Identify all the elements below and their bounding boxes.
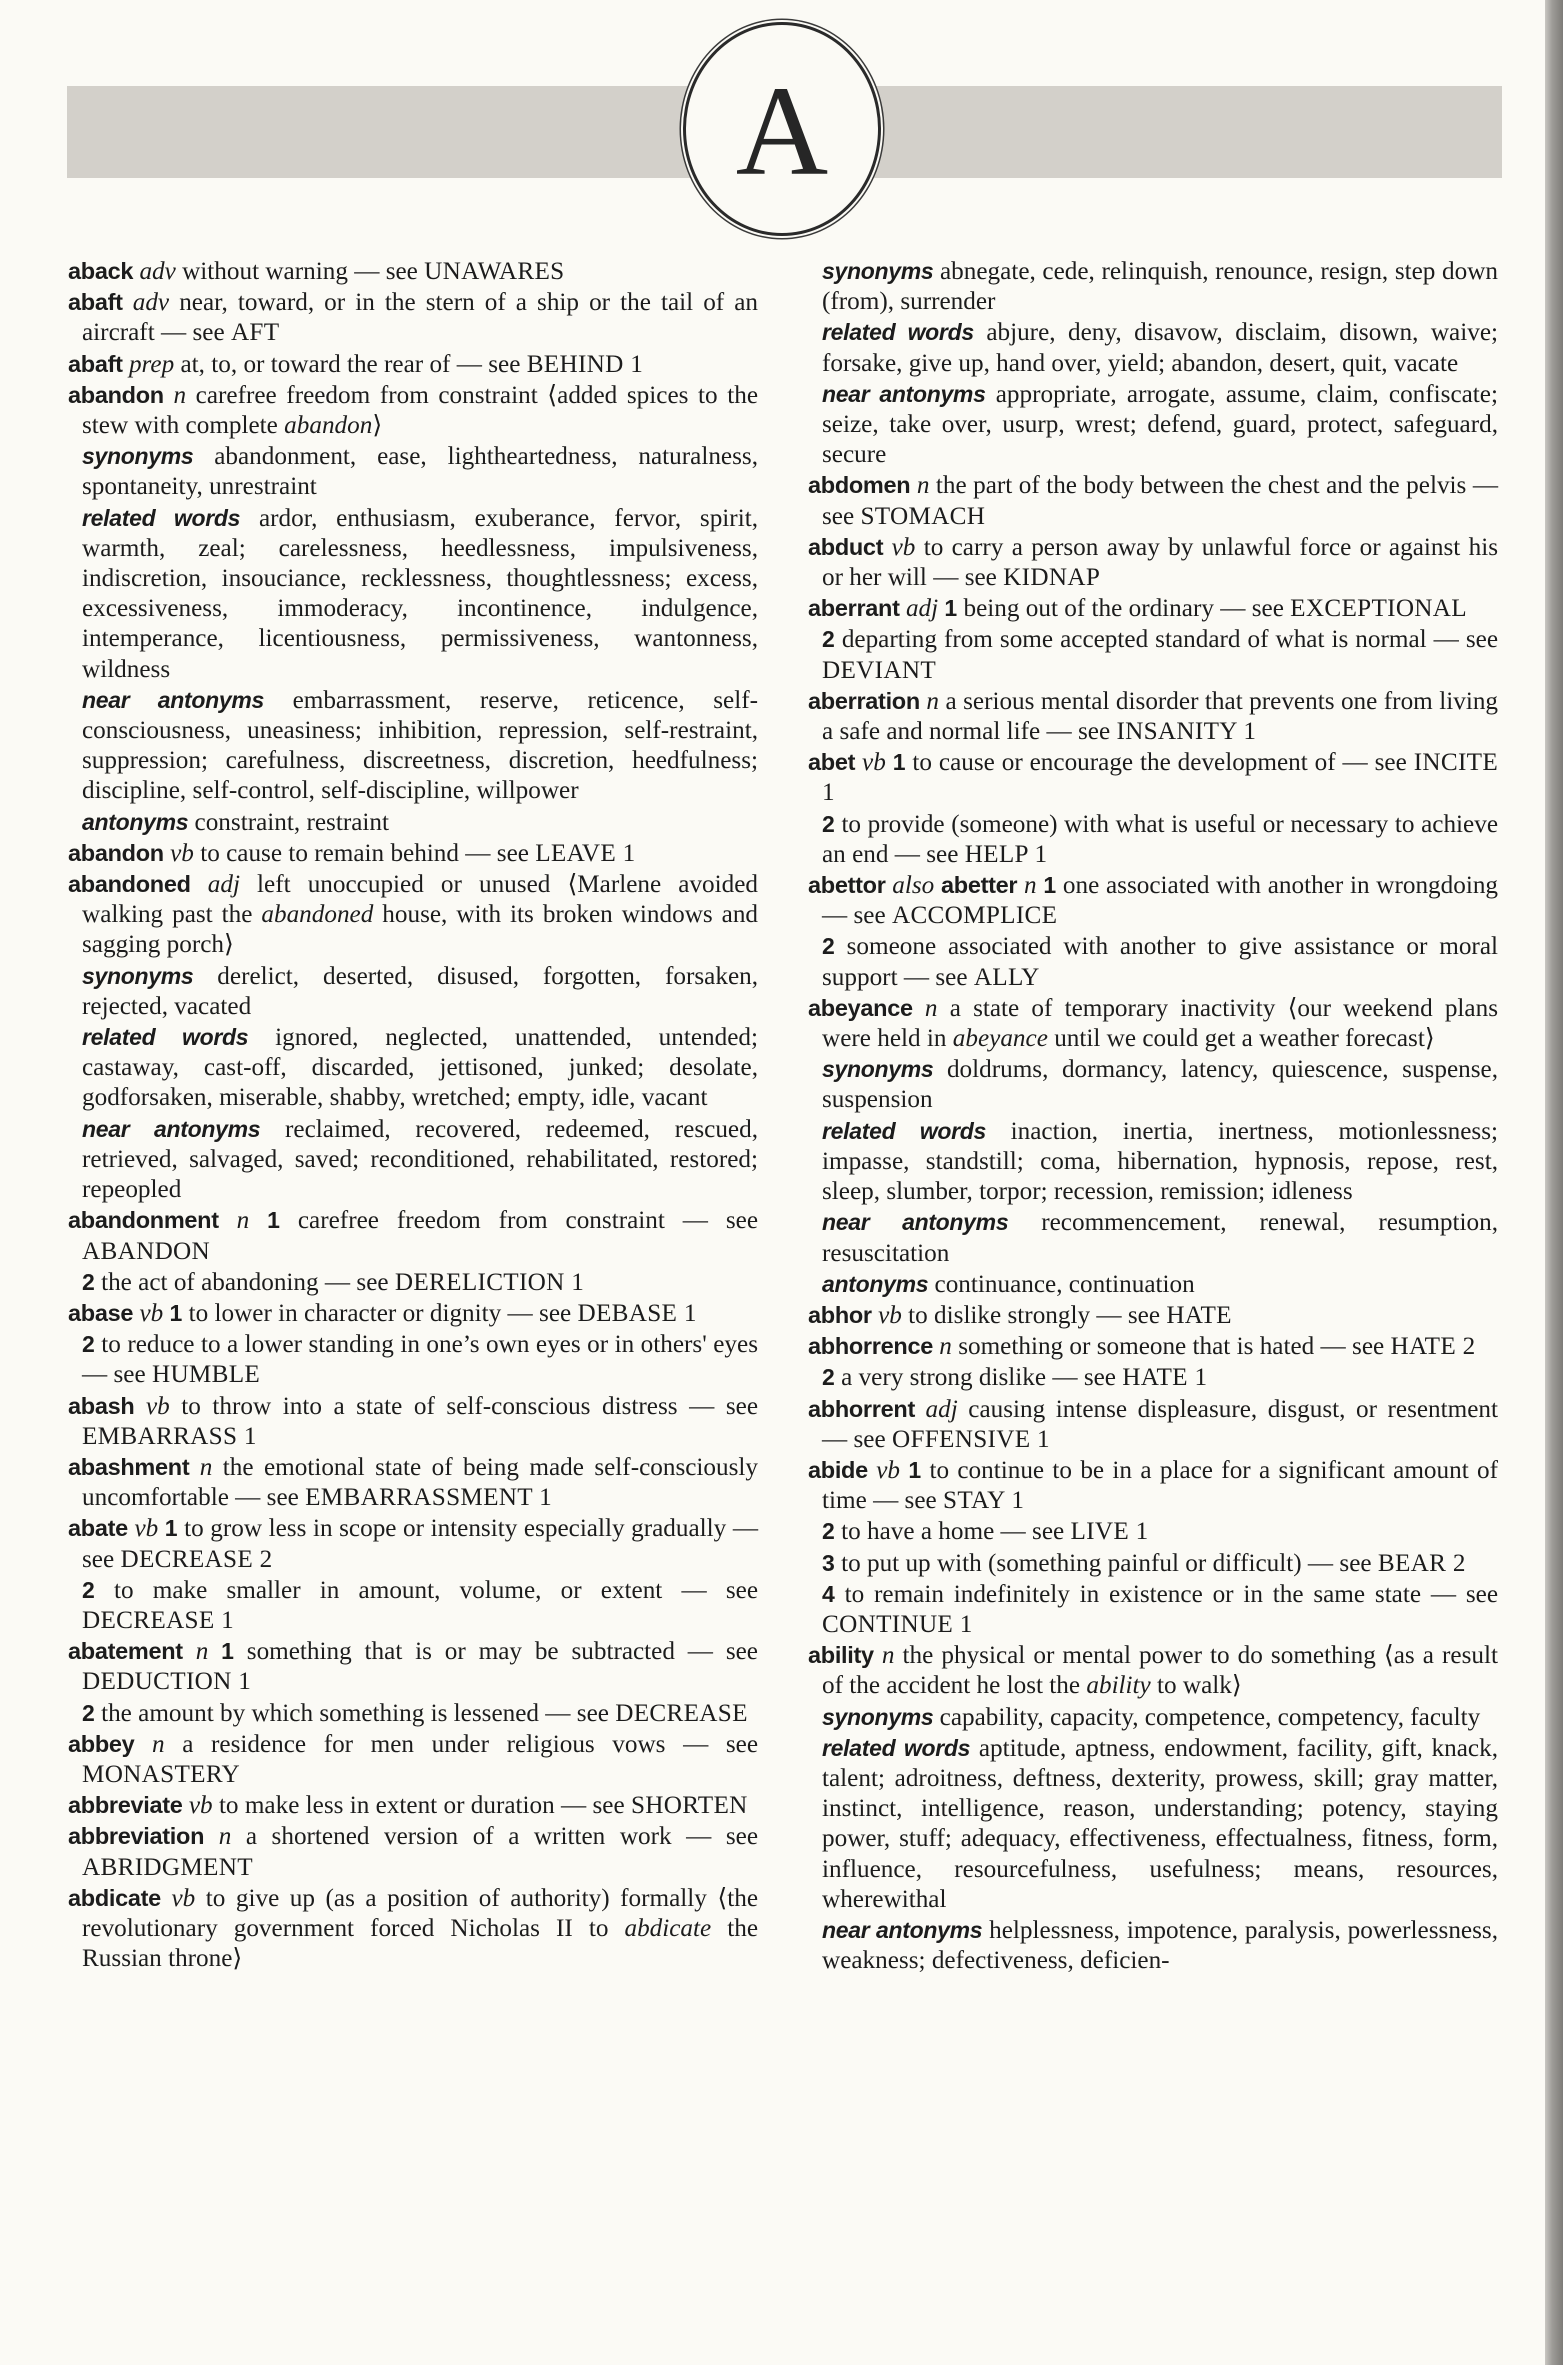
entry-subsection [808, 1915, 1498, 1976]
headword: abandon [68, 839, 164, 866]
definition-text: the emotional state of being made self-consciously uncomfortable — see [82, 1453, 759, 1512]
section-label: antonyms [822, 1270, 929, 1297]
entry-subsection [68, 961, 758, 1022]
part-of-speech: n [152, 1730, 165, 1758]
dictionary-entry [808, 1300, 1498, 1331]
headword: abide [808, 1456, 868, 1483]
cross-reference[interactable]: HATE [1166, 1301, 1232, 1329]
part-of-speech: n [218, 1823, 232, 1851]
definition-text: abjure, deny, disavow, disclaim, disown, waive; forsake, give up, hand over, yield; abandon, desert, quit, vacate [822, 319, 1498, 377]
headword: abate [68, 1515, 128, 1542]
section-label: synonyms [82, 962, 194, 989]
headword: abetter [941, 872, 1018, 899]
part-of-speech: vb [876, 1456, 900, 1484]
part-of-speech: vb [188, 1792, 213, 1820]
definition-text: to carry a person away by unlawful force or against his or her will — see [822, 533, 1499, 592]
dictionary-entry [808, 593, 1498, 624]
cross-reference[interactable]: ABRIDGMENT [82, 1853, 253, 1881]
sense-number: 3 [822, 1549, 835, 1576]
definition-text: a serious mental disorder that prevents one from living a safe and normal life — see [822, 687, 1499, 746]
entry-subsection [808, 379, 1498, 471]
dictionary-entry [68, 380, 758, 441]
definition-text: house, with its broken windows and sagging porch⟩ [82, 901, 759, 959]
entry-subsection [808, 809, 1498, 870]
dictionary-entry [808, 532, 1498, 593]
dictionary-entry [808, 686, 1498, 747]
section-label: near antonyms [82, 686, 264, 713]
section-label: synonyms [822, 1703, 934, 1730]
definition-text: derelict, deserted, disused, forgotten, forsaken, rejected, vacated [82, 962, 759, 1020]
part-of-speech: vb [134, 1515, 159, 1543]
definition-text: a very strong dislike — see [841, 1364, 1116, 1392]
definition-text: the act of abandoning — see [101, 1268, 389, 1296]
sense-number: 1 [908, 1456, 922, 1483]
dictionary-entry [808, 747, 1498, 808]
definition-text: to put up with (something painful or difficult) — see [841, 1549, 1372, 1577]
entry-subsection [808, 1207, 1498, 1268]
entry-subsection [808, 1516, 1498, 1547]
cross-reference[interactable]: AFT [230, 319, 280, 347]
sense-number: 2 [822, 933, 835, 960]
entry-subsection [68, 1022, 758, 1114]
entry-subsection [68, 1329, 758, 1390]
headword: abhorrence [808, 1333, 933, 1360]
cross-reference[interactable]: STOMACH [860, 502, 986, 530]
headword: abashment [68, 1453, 190, 1480]
cross-reference[interactable]: STAY 1 [943, 1487, 1025, 1515]
definition-text: departing from some accepted standard of what is normal — see [841, 626, 1499, 654]
section-label: near antonyms [82, 1115, 261, 1142]
entry-subsection [68, 1698, 758, 1729]
cross-reference[interactable]: DECREASE [615, 1699, 748, 1727]
definition-text: to cause to remain behind — see [200, 839, 529, 867]
definition-text: abandonment, ease, lightheartedness, naturalness, spontaneity, unrestraint [82, 443, 758, 501]
entry-subsection [68, 1114, 758, 1206]
part-of-speech: n [916, 472, 930, 500]
cross-reference[interactable]: HUMBLE [151, 1361, 261, 1389]
example-italic: abandoned [261, 901, 374, 929]
sense-number: 1 [267, 1207, 280, 1234]
definition-text: being out of the ordinary — see [963, 595, 1284, 623]
definition-text: until we could get a weather forecast⟩ [1054, 1025, 1435, 1053]
entry-subsection [808, 1362, 1498, 1393]
entry-subsection [808, 1702, 1498, 1733]
sense-number: 2 [822, 626, 835, 653]
entry-subsection [68, 1267, 758, 1298]
definition-text: to continue to be in a place for a significant amount of time — see [822, 1456, 1499, 1515]
section-label: related words [82, 504, 241, 531]
sense-number: 2 [82, 1699, 95, 1726]
entry-subsection [808, 1054, 1498, 1115]
headword: abash [68, 1392, 135, 1419]
entry-subsection [68, 441, 758, 502]
dictionary-entry [68, 869, 758, 961]
cross-reference[interactable]: EMBARRASSMENT 1 [305, 1484, 552, 1512]
headword: abdomen [808, 472, 911, 499]
cross-reference[interactable]: HATE 2 [1390, 1333, 1476, 1361]
definition-text: to dislike strongly — see [908, 1301, 1161, 1329]
definition-text: at, to, or toward the rear of — see [180, 350, 521, 378]
definition-text: something that is or may be subtracted — see [246, 1638, 758, 1666]
section-label: synonyms [822, 258, 934, 284]
dictionary-entry [68, 838, 758, 869]
part-of-speech: adv [132, 289, 170, 317]
entry-subsection [808, 624, 1498, 685]
headword: abandonment [68, 1207, 219, 1234]
page-edge-shadow [1545, 0, 1563, 2365]
sense-number: 1 [892, 749, 906, 776]
definition-text: near, toward, or in the stern of a ship or the tail of an aircraft — see [82, 289, 759, 347]
definition-text: capability, capacity, competence, competency, faculty [939, 1703, 1481, 1731]
definition-text: to make less in extent or duration — see [218, 1792, 625, 1820]
section-label: synonyms [822, 1056, 934, 1083]
headword: abase [68, 1299, 134, 1326]
cross-reference[interactable]: KIDNAP [1003, 564, 1101, 592]
sense-number: 2 [82, 1268, 95, 1295]
definition-text: without warning — see [182, 258, 418, 285]
definition-text: to remain indefinitely in existence or in the same state — see [844, 1580, 1499, 1608]
headword: abbey [68, 1730, 135, 1757]
definition-text: the Russian throne⟩ [82, 1914, 759, 1973]
definition-text: to give up (as a position of authority) formally ⟨the revolutionary government forced Nicholas II to [82, 1884, 759, 1942]
definition-text: inaction, inertia, inertness, motionlessness; impasse, standstill; coma, hibernation, hypnosis, repose, rest, sleep, slumber, torpor; recession, remission; idleness [822, 1117, 1499, 1206]
headword: abettor [808, 872, 886, 899]
definition-text: carefree freedom from constraint ⟨added spices to the stew with complete [82, 381, 758, 440]
part-of-speech: n [924, 994, 938, 1022]
definition-text: ardor, enthusiasm, exuberance, fervor, spirit, warmth, zeal; carelessness, heedlessness, impulsiveness, indiscretion, insouciance, recklessness, thoughtlessness; excess, excessiveness, immoderacy, incontinence, indulgence, intemperance, licentiousness, permissiveness, wantonness, wildness [82, 504, 758, 683]
cross-reference[interactable]: MONASTERY [82, 1760, 241, 1788]
section-label: related words [82, 1024, 249, 1051]
cross-reference[interactable]: ACCOMPLICE [891, 902, 1058, 930]
definition-text: something or someone that is hated — see [958, 1333, 1385, 1361]
dictionary-entry [808, 870, 1498, 931]
headword: abduct [808, 533, 884, 560]
cross-reference[interactable]: INCITE 1 [822, 749, 1499, 807]
part-of-speech: n [199, 1453, 213, 1481]
part-of-speech: vb [139, 1299, 164, 1327]
dictionary-entry [68, 1205, 758, 1266]
dictionary-entry [68, 287, 758, 348]
definition-text: to cause or encourage the development of — see [912, 749, 1407, 777]
left-column [68, 256, 758, 1974]
dictionary-entry [808, 470, 1498, 531]
part-of-speech: vb [862, 749, 886, 777]
part-of-speech: adj [905, 595, 939, 623]
cross-reference[interactable]: HELP 1 [964, 840, 1048, 868]
section-label: near antonyms [822, 1209, 1009, 1236]
sense-number: 1 [221, 1638, 234, 1665]
definition-text: to lower in character or dignity — see [188, 1299, 572, 1327]
definition-text: to grow less in scope or intensity especially gradually — see [82, 1515, 759, 1573]
entry-subsection [68, 807, 758, 838]
sense-number: 2 [82, 1576, 95, 1603]
headword: abandon [68, 381, 164, 408]
cross-reference[interactable]: ABANDON [82, 1237, 211, 1265]
entry-subsection [808, 1579, 1498, 1640]
cross-reference[interactable]: DECREASE 1 [82, 1606, 235, 1634]
definition-text: a state of temporary inactivity ⟨our weekend plans were held in [822, 994, 1499, 1053]
entry-subsection [68, 1575, 758, 1636]
part-of-speech: n [236, 1207, 250, 1235]
section-label: antonyms [82, 808, 189, 835]
cross-reference[interactable]: BEHIND 1 [526, 350, 644, 378]
section-letter-badge [683, 22, 881, 236]
headword: abaft [68, 350, 123, 377]
part-of-speech: n [926, 687, 939, 715]
definition-text: doldrums, dormancy, latency, quiescence, suspense, suspension [822, 1056, 1498, 1114]
cross-reference[interactable]: LIVE 1 [1070, 1518, 1149, 1546]
cross-reference[interactable]: DERELICTION 1 [394, 1268, 585, 1296]
definition-text: to walk⟩ [1157, 1672, 1242, 1700]
definition-text: one associated with another in wrongdoing — see [822, 872, 1499, 930]
cross-reference[interactable]: INSANITY 1 [1116, 718, 1257, 746]
entry-subsection [808, 317, 1498, 378]
dictionary-entry [808, 1455, 1498, 1516]
example-italic: abeyance [952, 1025, 1048, 1053]
headword: abdicate [68, 1884, 161, 1911]
part-of-speech: vb [878, 1301, 902, 1329]
definition-text: ignored, neglected, unattended, untended; castaway, cast-off, discarded, jettisoned, junked; desolate, godforsaken, miserable, shabby, wretched; empty, idle, vacant [82, 1024, 758, 1112]
definition-text: ⟩ [372, 412, 383, 440]
entry-subsection [808, 1116, 1498, 1208]
cross-reference[interactable]: BEAR 2 [1377, 1549, 1466, 1577]
definition-text: the part of the body between the chest and the pelvis — see [822, 472, 1499, 530]
entry-subsection [68, 685, 758, 807]
part-of-speech: adj [925, 1395, 958, 1423]
definition-text: left unoccupied or unused ⟨Marlene avoided walking past the [82, 871, 759, 929]
dictionary-entry [68, 1298, 758, 1329]
sense-number: 1 [944, 595, 958, 622]
headword: abbreviation [68, 1823, 205, 1850]
sense-number: 2 [82, 1331, 95, 1358]
dictionary-entry [68, 256, 758, 287]
dictionary-entry [808, 1331, 1498, 1362]
part-of-speech: vb [145, 1392, 170, 1420]
section-letter: A [735, 60, 829, 202]
example-italic: abandon [284, 412, 373, 440]
cross-reference[interactable]: CONTINUE 1 [822, 1610, 973, 1638]
dictionary-entry [68, 1636, 758, 1697]
section-label: related words [822, 319, 974, 346]
definition-text: to make smaller in amount, volume, or extent — see [113, 1576, 759, 1604]
entry-subsection [68, 503, 758, 685]
cross-reference[interactable]: ALLY [973, 963, 1040, 991]
definition-text: carefree freedom from constraint — see [297, 1207, 759, 1235]
dictionary-entry [808, 993, 1498, 1054]
part-of-speech: n [173, 381, 187, 409]
entry-subsection [808, 1269, 1498, 1300]
entry-subsection [808, 931, 1498, 992]
definition-text: abnegate, cede, relinquish, renounce, resign, step down (from), surrender [822, 258, 1498, 316]
definition-text: to have a home — see [841, 1518, 1065, 1546]
definition-text: to reduce to a lower standing in one’s own eyes or in others' eyes — see [82, 1331, 758, 1389]
definition-text: continuance, continuation [934, 1270, 1195, 1298]
sense-number: 2 [822, 1518, 835, 1545]
part-of-speech: adj [207, 871, 240, 899]
section-label: synonyms [82, 443, 194, 470]
definition-text: reclaimed, recovered, redeemed, rescued, retrieved, salvaged, saved; reconditioned, rehabilitated, restored; repeopled [82, 1115, 758, 1204]
part-of-speech: n [195, 1638, 209, 1666]
part-of-speech: adv [139, 258, 176, 285]
sense-number: 4 [822, 1580, 835, 1607]
cross-reference[interactable]: OFFENSIVE 1 [891, 1425, 1050, 1453]
cross-reference[interactable]: EXCEPTIONAL [1290, 595, 1467, 623]
definition-text: a shortened version of a written work — see [245, 1823, 759, 1851]
dictionary-entry [808, 1640, 1498, 1701]
dictionary-entry [68, 1391, 758, 1452]
cross-reference[interactable]: UNAWARES [424, 258, 565, 285]
definition-text: causing intense displeasure, disgust, or resentment — see [822, 1395, 1499, 1453]
cross-reference[interactable]: SHORTEN [630, 1792, 748, 1820]
definition-text: the physical or mental power to do something ⟨as a result of the accident he lost the [822, 1642, 1498, 1700]
cross-reference[interactable]: DEBASE 1 [577, 1299, 697, 1327]
headword: aberrant [808, 595, 900, 622]
definition-text: helplessness, impotence, paralysis, powerlessness, weakness; defectiveness, deficien- [822, 1916, 1498, 1975]
headword: abet [808, 749, 856, 776]
part-of-speech: prep [128, 350, 175, 378]
example-italic: abdicate [624, 1914, 712, 1942]
dictionary-entry [68, 349, 758, 380]
cross-reference[interactable]: EMBARRASS 1 [82, 1422, 257, 1450]
headword: abbreviate [68, 1792, 183, 1819]
entry-subsection [808, 1548, 1498, 1579]
part-of-speech: vb [170, 839, 194, 867]
headword: aback [68, 258, 134, 284]
headword: abandoned [68, 871, 191, 898]
part-of-speech: n [881, 1642, 895, 1670]
part-of-speech: n [1024, 872, 1037, 900]
section-label: related words [822, 1734, 971, 1761]
section-label: near antonyms [822, 1916, 983, 1943]
definition-text: aptitude, aptness, endowment, facility, gift, knack, talent; adroitness, deftness, dexterity, prowess, skill; gray matter, instinct, intelligence, reason, understanding; potency, staying power, stuff; adequacy, effectiveness, effectualness, fitness, form, influence, resourcefulness, usefulness; means, resources, wherewithal [822, 1734, 1498, 1913]
part-of-speech: n [939, 1333, 952, 1361]
sense-number: 1 [169, 1299, 183, 1326]
sense-number: 2 [822, 1364, 835, 1391]
definition-text: recommencement, renewal, resumption, resuscitation [822, 1209, 1498, 1267]
entry-subsection [808, 256, 1498, 317]
headword: abhor [808, 1301, 872, 1328]
dictionary-entry [68, 1513, 758, 1574]
part-of-speech: also [892, 872, 935, 900]
cross-reference[interactable]: DECREASE 2 [120, 1545, 273, 1573]
dictionary-entry [808, 1394, 1498, 1455]
sense-number: 1 [1043, 872, 1057, 899]
right-column [808, 256, 1498, 1976]
entry-subsection [808, 1733, 1498, 1915]
section-label: related words [822, 1117, 986, 1144]
cross-reference[interactable]: DEVIANT [822, 656, 937, 684]
headword: aberration [808, 687, 920, 714]
sense-number: 2 [822, 810, 835, 837]
definition-text: to throw into a state of self-conscious distress — see [181, 1392, 759, 1420]
definition-text: to provide (someone) with what is useful or necessary to achieve an end — see [822, 810, 1499, 868]
cross-reference[interactable]: HATE 1 [1122, 1364, 1208, 1392]
definition-text: constraint, restraint [194, 808, 389, 836]
dictionary-entry [68, 1790, 758, 1821]
dictionary-entry [68, 1452, 758, 1513]
example-italic: ability [1086, 1672, 1151, 1700]
headword: abeyance [808, 994, 913, 1021]
definition-text: someone associated with another to give assistance or moral support — see [822, 933, 1498, 991]
dictionary-entry [68, 1821, 758, 1882]
headword: ability [808, 1642, 874, 1669]
cross-reference[interactable]: DEDUCTION 1 [82, 1668, 252, 1696]
dictionary-entry [68, 1729, 758, 1790]
section-label: near antonyms [822, 380, 986, 407]
definition-text: the amount by which something is lessened — see [101, 1699, 609, 1727]
headword: abaft [68, 289, 123, 316]
headword: abatement [68, 1638, 183, 1665]
part-of-speech: vb [171, 1884, 196, 1912]
dictionary-entry [68, 1883, 758, 1975]
sense-number: 1 [164, 1515, 178, 1542]
headword: abhorrent [808, 1395, 915, 1422]
definition-text: appropriate, arrogate, assume, claim, confiscate; seize, take over, usurp, wrest; defend, guard, protect, safeguard, secure [822, 380, 1498, 469]
definition-text: embarrassment, reserve, reticence, self-consciousness, uneasiness; inhibition, repression, self-restraint, suppression; carefulness, discreetness, discretion, heedfulness; discipline, self-control, self-discipline, willpower [82, 686, 758, 805]
part-of-speech: vb [891, 533, 916, 561]
definition-text: a residence for men under religious vows — see [182, 1730, 759, 1758]
cross-reference[interactable]: LEAVE 1 [535, 839, 636, 867]
